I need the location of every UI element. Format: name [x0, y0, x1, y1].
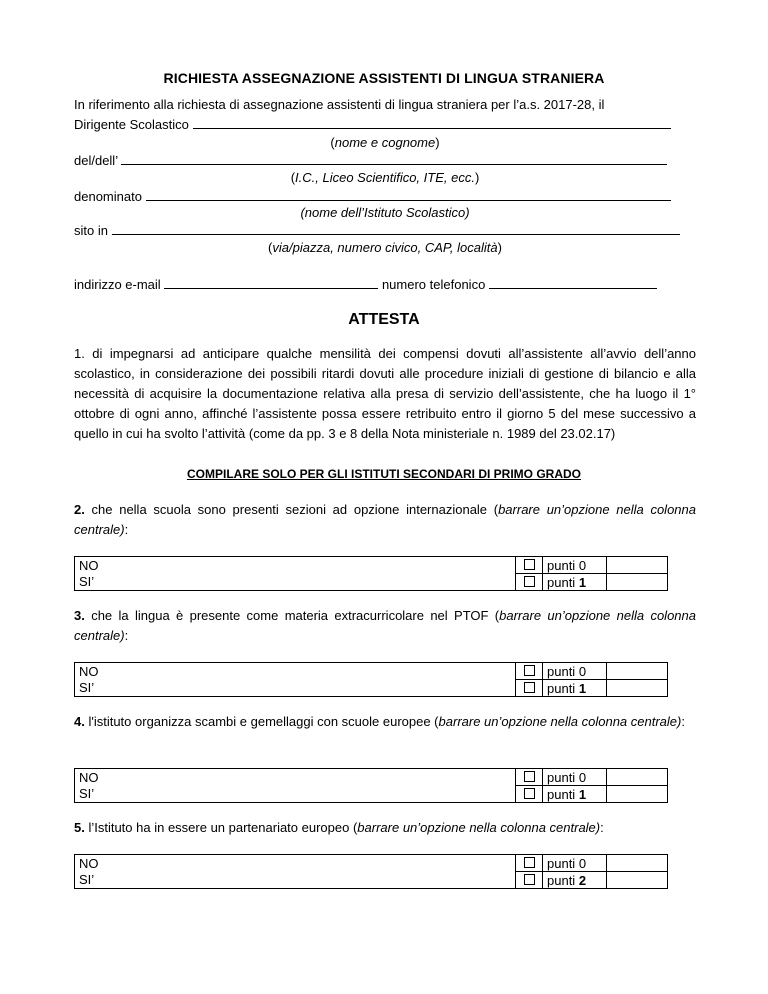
phone-label: numero telefonico — [381, 277, 486, 292]
dirigente-label: Dirigente Scolastico — [74, 117, 189, 132]
document-title: RICHIESTA ASSEGNAZIONE ASSISTENTI DI LINGUA STRANIERA — [163, 70, 605, 86]
email-label: indirizzo e-mail — [74, 277, 161, 292]
checkbox-icon — [524, 874, 535, 885]
question-2-options — [74, 556, 668, 591]
del-field[interactable] — [121, 152, 667, 165]
points-value: 1 — [578, 574, 587, 590]
option-no-label: NO — [75, 769, 516, 786]
question-4-options — [74, 768, 668, 803]
option-no-points — [543, 663, 607, 680]
del-line — [74, 152, 667, 169]
question-4-number: 4. — [74, 714, 85, 729]
sito-caption: via/piazza, numero civico, CAP, località — [272, 240, 498, 255]
table-row — [75, 872, 668, 889]
question-4-text — [74, 712, 696, 732]
intro-line-1: In riferimento alla richiesta di assegnazione assistenti di lingua straniera per l’a.s. 2017-28, il — [74, 97, 605, 112]
points-text: punti — [547, 855, 576, 871]
option-no-checkbox[interactable] — [516, 769, 543, 786]
option-no-score-cell[interactable] — [607, 855, 668, 872]
points-text: punti — [547, 872, 576, 888]
table-row — [75, 663, 668, 680]
question-5-text — [74, 818, 696, 838]
table-row — [75, 680, 668, 697]
option-no-points — [543, 769, 607, 786]
question-4-instruction: barrare un’opzione nella colonna centrale) — [438, 714, 682, 729]
option-si-label: SI’ — [75, 786, 516, 803]
option-si-score-cell[interactable] — [607, 574, 668, 591]
sito-label: sito in — [74, 223, 108, 238]
points-text: punti — [547, 680, 576, 696]
option-si-checkbox[interactable] — [516, 786, 543, 803]
option-si-points — [543, 680, 607, 697]
checkbox-icon — [524, 682, 535, 693]
points-value: 1 — [578, 786, 587, 802]
option-no-points — [543, 557, 607, 574]
option-no-score-cell[interactable] — [607, 557, 668, 574]
points-value: 0 — [578, 855, 587, 871]
points-text: punti — [547, 557, 576, 573]
checkbox-icon — [524, 857, 535, 868]
points-value: 1 — [578, 680, 587, 696]
question-2-number: 2. — [74, 502, 85, 517]
denominato-caption: (nome dell’Istituto Scolastico) — [300, 205, 470, 220]
option-si-points — [543, 786, 607, 803]
points-text: punti — [547, 574, 576, 590]
del-caption: I.C., Liceo Scientifico, ITE, ecc. — [295, 170, 475, 185]
table-row — [75, 786, 668, 803]
denominato-line — [74, 188, 671, 205]
denominato-label: denominato — [74, 189, 142, 204]
option-si-checkbox[interactable] — [516, 680, 543, 697]
option-si-points — [543, 574, 607, 591]
option-no-label: NO — [75, 855, 516, 872]
question-4-body: l'istituto organizza scambi e gemellaggi con scuole europee ( — [84, 714, 439, 729]
question-2-end: : — [124, 522, 129, 537]
option-no-checkbox[interactable] — [516, 557, 543, 574]
points-value: 0 — [578, 769, 587, 785]
email-field[interactable] — [164, 276, 378, 289]
checkbox-icon — [524, 559, 535, 570]
option-si-label: SI’ — [75, 872, 516, 889]
dirigente-caption: nome e cognome — [334, 135, 436, 150]
dirigente-caption-wrap: (nome e cognome) — [330, 135, 440, 150]
option-si-checkbox[interactable] — [516, 574, 543, 591]
points-value: 2 — [578, 872, 587, 888]
points-value: 0 — [578, 557, 587, 573]
phone-field[interactable] — [489, 276, 657, 289]
points-value: 0 — [578, 663, 587, 679]
option-si-points — [543, 872, 607, 889]
secondary-schools-subtitle: COMPILARE SOLO PER GLI ISTITUTI SECONDARI DI PRIMO GRADO — [186, 467, 581, 481]
denominato-caption-wrap — [74, 205, 696, 220]
question-3-text — [74, 606, 696, 646]
option-no-label: NO — [75, 663, 516, 680]
checkbox-icon — [524, 771, 535, 782]
question-5-body: l’Istituto ha in essere un partenariato europeo ( — [84, 820, 358, 835]
question-4-end: : — [681, 714, 685, 729]
option-si-label: SI’ — [75, 680, 516, 697]
table-row — [75, 769, 668, 786]
question-3-number: 3. — [74, 608, 85, 623]
del-label: del/dell’ — [74, 153, 118, 168]
denominato-field[interactable] — [146, 188, 671, 201]
table-row — [75, 855, 668, 872]
table-row — [75, 557, 668, 574]
question-2-text — [74, 500, 696, 540]
sito-line — [74, 222, 680, 239]
option-si-score-cell[interactable] — [607, 872, 668, 889]
contact-line — [74, 276, 657, 293]
dirigente-line — [74, 116, 671, 133]
question-3-end: : — [124, 628, 129, 643]
option-no-label: NO — [75, 557, 516, 574]
option-no-checkbox[interactable] — [516, 663, 543, 680]
sito-caption-wrap: (via/piazza, numero civico, CAP, località) — [268, 240, 502, 255]
checkbox-icon — [524, 665, 535, 676]
question-5-number: 5. — [74, 820, 85, 835]
question-3-instruction: barrare un’opzione nella colonna centrale) — [74, 608, 696, 643]
option-no-points — [543, 855, 607, 872]
option-si-checkbox[interactable] — [516, 872, 543, 889]
checkbox-icon — [524, 576, 535, 587]
question-3-options — [74, 662, 668, 697]
points-text: punti — [547, 663, 576, 679]
question-2-body: che nella scuola sono presenti sezioni ad opzione internazionale ( — [84, 502, 499, 517]
question-5-instruction: barrare un’opzione nella colonna centrale) — [357, 820, 601, 835]
option-no-checkbox[interactable] — [516, 855, 543, 872]
attesta-heading: ATTESTA — [348, 311, 420, 328]
point-1-text: 1. di impegnarsi ad anticipare qualche mensilità dei compensi dovuti all’assistente all’avvio dell’anno scolastico, in considerazione dei possibili ritardi dovuti alle procedure iniziali di gestione di bilancio e alla necessità di acquisire la documentazione relativa alla presa di servizio dell’assistente, che ha luogo il 1° ottobre di ogni anno, affinché l’assistente possa essere retribuito entro il giorno 5 del mese successivo a quello in cui ha svolto l’attività (come da pp. 3 e 8 della Nota ministeriale n. 1989 del 23.02.17) — [74, 346, 696, 441]
option-si-score-cell[interactable] — [607, 786, 668, 803]
question-2-instruction: barrare un’opzione nella colonna centrale) — [74, 502, 696, 537]
option-no-score-cell[interactable] — [607, 663, 668, 680]
points-text: punti — [547, 769, 576, 785]
sito-field[interactable] — [112, 222, 680, 235]
option-no-score-cell[interactable] — [607, 769, 668, 786]
points-text: punti — [547, 786, 576, 802]
del-caption-wrap: (I.C., Liceo Scientifico, ITE, ecc.) — [290, 170, 480, 185]
question-3-body: che la lingua è presente come materia extracurricolare nel PTOF ( — [84, 608, 500, 623]
table-row — [75, 574, 668, 591]
question-5-end: : — [600, 820, 604, 835]
dirigente-field[interactable] — [193, 116, 671, 129]
question-5-options — [74, 854, 668, 889]
option-si-score-cell[interactable] — [607, 680, 668, 697]
checkbox-icon — [524, 788, 535, 799]
option-si-label: SI’ — [75, 574, 516, 591]
